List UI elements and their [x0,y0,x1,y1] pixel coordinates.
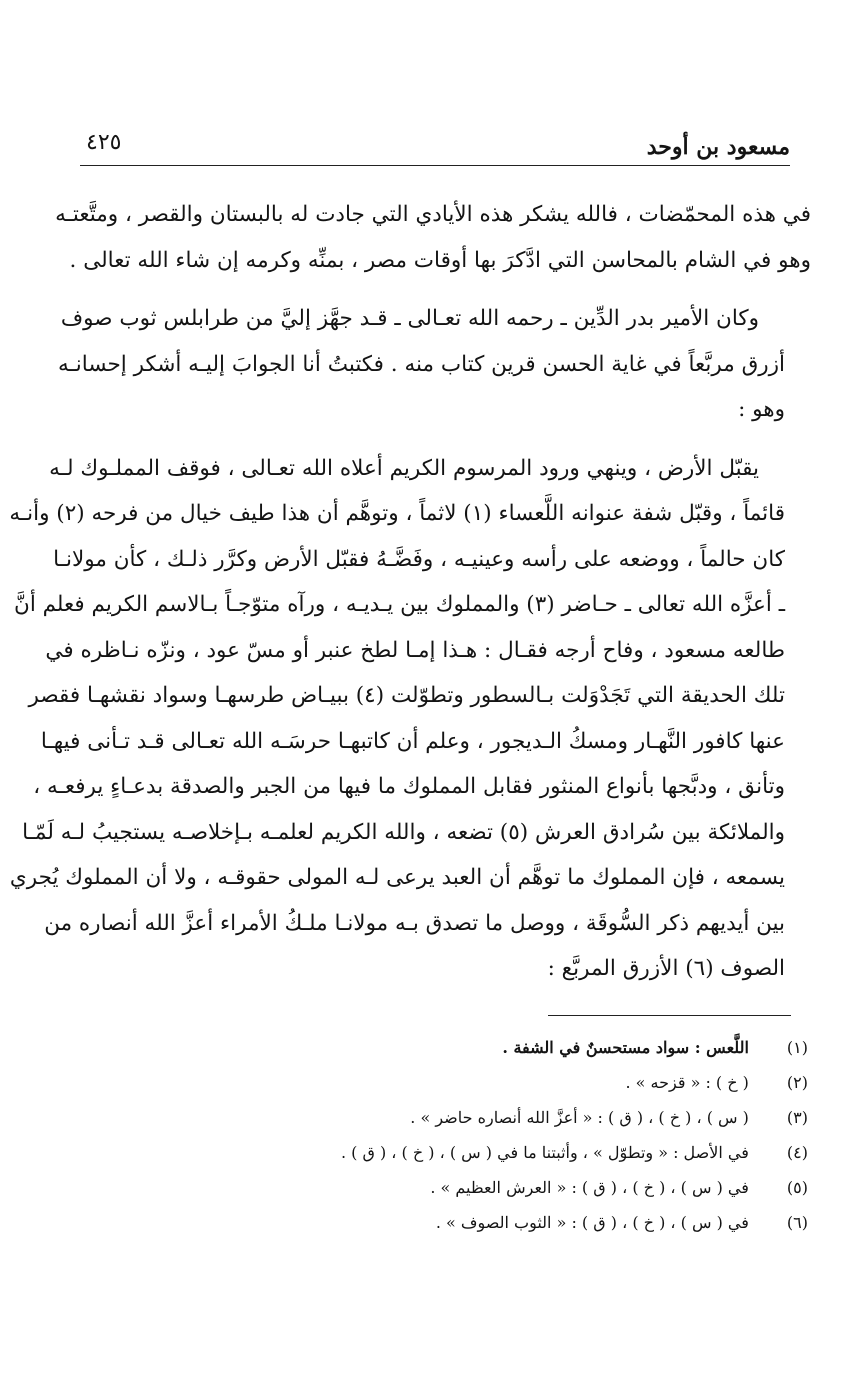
footnote-number: (٥) [786,1178,808,1197]
text-line: ـ أعزَّه الله تعالى ـ حـاضر (٣) والمملوك بين يـديـه ، ورآه متوّجـاً بـالاسم الكريم فعلم أنَّ [14,592,785,617]
footnote [120,1030,808,1065]
text-line: بين أيديهم ذكر السُّوقَة ، ووصل ما تصدق بـه مولانـا ملـكُ الأمراء أعزَّ الله أنصاره من [44,910,785,936]
footnote [120,1205,808,1240]
footnote [120,1135,808,1170]
footnote-text: في الأصل : « وتطوّل » ، وأثبتنا ما في ( س ) ، ( خ ) ، ( ق ) . [340,1143,749,1162]
footnote [120,1170,808,1205]
text-line: وكان الأمير بدر الدِّين ـ رحمه الله تعـالى ـ قـد جهَّز إليَّ من طرابلس ثوب صوف [60,306,759,331]
footnote-text: ( س ) ، ( خ ) ، ( ق ) : « أعزَّ الله أنصاره حاضر » . [410,1108,749,1127]
main-text [9,192,811,1005]
text-line: كان حالماً ، ووضعه على رأسه وعينيـه ، وفَضَّـهُ فقبّل الأرض وكرَّر ذلـك ، كأن مولانـا [53,546,785,572]
text-line: الصوف (٦) الأزرق المربَّع : [547,956,785,981]
footnote [120,1065,808,1100]
text-line: عنها كافور النَّهـار ومسكُ الـديجور ، وعلم أن كاتبهـا حرسَـه الله تعـالى قـد تـأنى فيهـا [40,728,785,754]
text-line: وهو : [738,397,785,422]
footnote-text: اللَّعس : سواد مستحسنٌ في الشفة . [502,1038,749,1057]
text-line: يسمعه ، فإن المملوك ما توهَّم أن العبد يرعى لـه المولى حقوقـه ، ولا أن المملوك يُجري [9,865,785,890]
text-line: وهو في الشام بالمحاسن التي ادَّكرَ بها أوقات مصر ، بمنِّه وكرمه إن شاء الله تعالى . [69,247,811,273]
footnote-text: ( خ ) : « قزحه » . [625,1073,749,1092]
footnote-text: في ( س ) ، ( خ ) ، ( ق ) : « الثوب الصوف » . [435,1213,749,1232]
footnotes [120,1030,808,1240]
footnote-number: (١) [786,1038,808,1057]
paragraph-3 [9,446,811,992]
text-line: قائماً ، وقبّل شفة عنوانه اللَّعساء (١) لاثماً ، وتوهَّم أن هذا طيف خيال من فرحه (٢) وأنـه [9,501,785,526]
running-title: مسعود بن أوحد [646,134,790,160]
page-number: ٤٢٥ [86,130,122,155]
footnote-number: (٣) [786,1108,808,1127]
paragraph-1 [55,192,811,283]
text-line: تلك الحديقة التي تَجَدْوَلت بـالسطور وتطوّلت (٤) ببيـاض طرسهـا وسواد نقشهـا فقصر [28,683,785,708]
footnote-rule [548,1015,791,1016]
footnote-text: في ( س ) ، ( خ ) ، ( ق ) : « العرش العظيم » . [430,1178,749,1197]
running-header [80,128,790,164]
text-line: يقبّل الأرض ، وينهي ورود المرسوم الكريم أعلاه الله تعـالى ، فوقف المملـوك لـه [49,455,759,481]
footnote [120,1100,808,1135]
footnote-number: (٢) [786,1073,808,1092]
header-rule [80,165,790,166]
text-line: طالعه مسعود ، وفاح أرجه فقـال : هـذا إمـا لطخ عنبر أو مسّ عود ، ونزّه نـاظره في [45,637,785,663]
text-line: والملائكة بين سُرادق العرش (٥) تضعه ، والله الكريم لعلمـه بـإخلاصـه يستجيبُ لـه لَمّـا [22,819,785,845]
footnote-number: (٤) [786,1143,808,1162]
text-line: في هذه المحمّضات ، فالله يشكر هذه الأيادي التي جادت له بالبستان والقصر ، ومتَّعتـه [55,202,811,227]
paragraph-2 [57,296,811,433]
footnote-number: (٦) [786,1213,808,1232]
text-line: أزرق مربَّعاً في غاية الحسن قرين كتاب منه . فكتبتُ أنا الجوابَ إليـه أشكر إحسانـه [57,351,785,377]
text-line: وتأنق ، ودبَّجها بأنواع المنثور فقابل المملوك ما فيها من الجبر والصدقة بدعـاءٍ يرفعـه ، [33,774,785,799]
